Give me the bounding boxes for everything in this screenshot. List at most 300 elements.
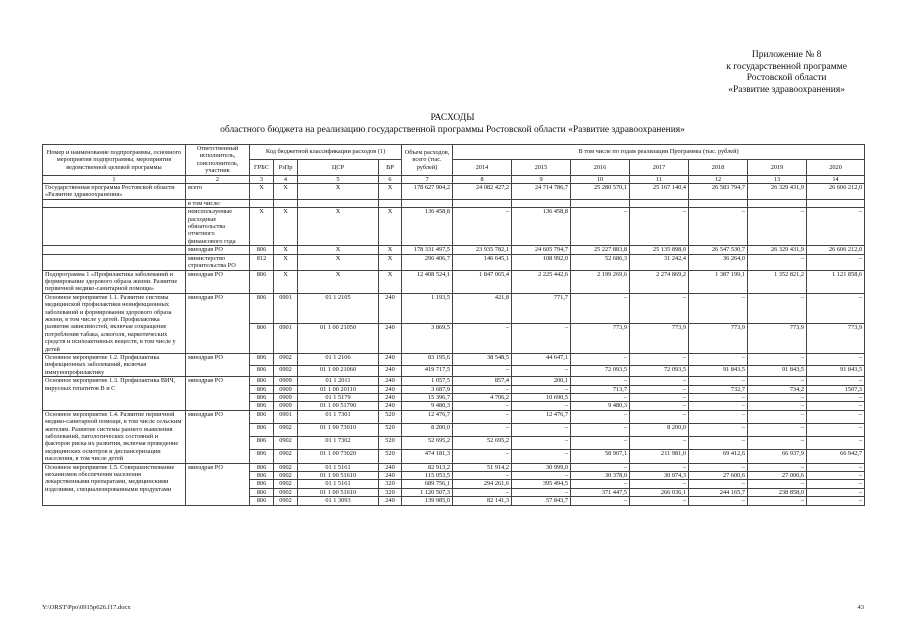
year-value-cell: – [571,208,630,246]
vr-cell: 240 [379,353,402,365]
row-name-cell: Государственная программа Ростовской области «Развитие здравоохранения» [43,184,186,200]
year-value-cell: – [689,293,748,323]
total-cell: 8 200,0 [402,424,453,437]
year-value-cell [689,199,748,207]
total-cell: 52 695,2 [402,437,453,450]
total-cell: 3 687,9 [402,385,453,393]
grbs-cell: 806 [250,424,274,437]
row-name-cell: Основное мероприятие 1.2. Профилактика инфекционных заболеваний, включая иммунопрофилактику [43,353,186,376]
csr-cell: X [298,208,379,246]
year-value-cell: – [571,463,630,471]
year-value-cell: 371 447,5 [571,488,630,496]
year-value-cell: 30 074,3 [630,472,689,480]
year-value-cell: 2 225 442,6 [512,270,571,293]
rzpr-cell: 0901 [274,293,298,323]
total-cell: 296 406,7 [402,254,453,270]
total-cell: 1 120 507,3 [402,488,453,496]
rzpr-cell: 0902 [274,488,298,496]
year-value-cell: – [689,497,748,505]
year-value-cell: – [453,410,512,423]
year-value-cell: 72 093,5 [571,365,630,377]
csr-cell: 01 1 5179 [298,394,379,402]
year-value-cell: – [571,377,630,385]
grbs-cell: 806 [250,480,274,488]
year-value-cell: – [571,394,630,402]
row-responsible-cell: минздрав РО [186,293,250,353]
year-value-cell: 771,7 [512,293,571,323]
vr-cell: 320 [379,488,402,496]
appendix-line: Приложение № 8 [751,50,822,60]
total-cell: 1 193,5 [402,293,453,323]
year-value-cell: – [453,424,512,437]
grbs-cell: 806 [250,402,274,410]
vr-cell: 520 [379,410,402,423]
column-numbers-row [43,175,865,183]
year-value-cell: 31 242,4 [630,254,689,270]
year-value-cell: 1 352 821,2 [748,270,807,293]
year-value-cell: – [807,424,865,437]
year-value-cell: – [630,208,689,246]
year-value-cell: 38 548,5 [453,353,512,365]
header-year: 2019 [748,160,807,175]
header-year: 2016 [571,160,630,175]
year-value-cell: – [689,410,748,423]
rzpr-cell: X [274,254,298,270]
csr-cell [298,199,379,207]
grbs-cell: 806 [250,463,274,471]
grbs-cell: 806 [250,472,274,480]
appendix-line: к государственной программе [726,61,847,72]
csr-cell: 01 1 7301 [298,410,379,423]
column-number: 10 [571,175,630,183]
vr-cell [379,199,402,207]
total-cell: 115 053,5 [402,472,453,480]
table-row [43,199,865,207]
year-value-cell: 26 329 431,9 [748,184,807,200]
year-value-cell: 773,9 [630,323,689,353]
rzpr-cell: X [274,246,298,254]
year-value-cell: – [689,394,748,402]
total-cell: 12 476,7 [402,410,453,423]
vr-cell: 240 [379,497,402,505]
year-value-cell [630,199,689,207]
total-cell: 3 869,5 [402,323,453,353]
year-value-cell: 66 937,9 [748,450,807,463]
vr-cell: X [379,270,402,293]
csr-cell: 01 1 00 51610 [298,472,379,480]
year-value-cell: 82 141,3 [453,497,512,505]
year-value-cell: – [689,437,748,450]
appendix-line: Ростовской области [746,73,827,83]
vr-cell: X [379,208,402,246]
year-value-cell: – [807,480,865,488]
year-value-cell: – [630,385,689,393]
rzpr-cell: X [274,184,298,200]
year-value-cell: 146 645,1 [453,254,512,270]
row-name-cell: Основное мероприятие 1.4. Развитие первичной медико-санитарной помощи, в том числе сельским жителям. Развитие системы раннего выявления заболеваний, патологических состояний и факторов риска их развития, включая проведение медицинских осмотров и диспансеризации населения, в том числе детей [43,410,186,463]
year-value-cell: 1 121 858,6 [807,270,865,293]
rzpr-cell: 0902 [274,463,298,471]
year-value-cell: 294 261,6 [453,480,512,488]
year-value-cell: – [512,437,571,450]
year-value-cell: – [630,463,689,471]
row-name-cell [43,254,186,270]
year-value-cell: 713,7 [571,385,630,393]
year-value-cell: – [512,365,571,377]
column-number: 13 [748,175,807,183]
year-value-cell: 30 999,0 [512,463,571,471]
total-cell: 9 480,3 [402,402,453,410]
year-value-cell: 24 605 794,7 [512,246,571,254]
grbs-cell: 806 [250,437,274,450]
year-value-cell: 26 606 212,0 [807,246,865,254]
year-value-cell: – [630,410,689,423]
row-responsible-cell: всего [186,184,250,200]
vr-cell: 240 [379,293,402,323]
year-value-cell: – [571,353,630,365]
file-path: Y:\ORST\Ppo\0915p626.f17.docx [42,604,131,611]
header-year: 2015 [512,160,571,175]
year-value-cell: – [630,497,689,505]
row-responsible-cell: минздрав РО [186,353,250,376]
year-value-cell: – [807,394,865,402]
year-value-cell: 734,2 [748,385,807,393]
year-value-cell: 25 280 570,1 [571,184,630,200]
year-value-cell: – [748,410,807,423]
year-value-cell: – [807,208,865,246]
grbs-cell: 806 [250,497,274,505]
row-responsible-cell: неиспользуемые расходные обязательства отчетного финансового года [186,208,250,246]
year-value-cell: – [571,410,630,423]
rzpr-cell: 0909 [274,394,298,402]
column-number: 7 [402,175,453,183]
year-value-cell: – [748,402,807,410]
csr-cell: 01 1 00 51790 [298,402,379,410]
grbs-cell: 806 [250,394,274,402]
rzpr-cell: 0902 [274,365,298,377]
year-value-cell: 26 329 431,9 [748,246,807,254]
title-line: РАСХОДЫ [430,113,475,123]
year-value-cell: 91 843,5 [807,365,865,377]
year-value-cell: – [748,424,807,437]
year-value-cell: 23 935 782,1 [453,246,512,254]
year-value-cell: 69 412,6 [689,450,748,463]
vr-cell: 320 [379,480,402,488]
year-value-cell: – [689,424,748,437]
year-value-cell: – [807,463,865,471]
year-value-cell: – [453,365,512,377]
csr-cell: X [298,270,379,293]
table-row [43,353,865,365]
rzpr-cell: 0902 [274,437,298,450]
year-value-cell: 8 200,0 [630,424,689,437]
year-value-cell: – [689,463,748,471]
header-csr: ЦСР [298,160,379,175]
year-value-cell: 26 606 212,0 [807,184,865,200]
year-value-cell: 25 135 898,0 [630,246,689,254]
rzpr-cell: X [274,270,298,293]
csr-cell: 01 1 00 21050 [298,323,379,353]
row-name-cell: Основное мероприятие 1.5. Совершенствование механизмов обеспечения населения лекарственными препаратами, медицинскими изделиями, специализированными продуктами [43,463,186,505]
header-codes-group: Код бюджетной классификации расходов (1) [250,145,402,160]
row-responsible-cell: минздрав РО [186,463,250,505]
year-value-cell: – [512,450,571,463]
year-value-cell: 36 264,0 [689,254,748,270]
year-value-cell: – [748,293,807,323]
year-value-cell: – [748,497,807,505]
total-cell: 178 627 904,2 [402,184,453,200]
csr-cell: 01 1 2106 [298,353,379,365]
csr-cell: 01 1 3093 [298,497,379,505]
year-value-cell: – [453,488,512,496]
year-value-cell: – [748,353,807,365]
year-value-cell: 26 547 530,7 [689,246,748,254]
year-value-cell [453,199,512,207]
total-cell: 136 458,8 [402,208,453,246]
row-name-cell: Основное мероприятие 1.3. Профилактика ВИЧ, вирусных гепатитов В и С [43,377,186,411]
year-value-cell: – [748,208,807,246]
row-responsible-cell: в том числе: [186,199,250,207]
vr-cell: X [379,184,402,200]
csr-cell: X [298,184,379,200]
rzpr-cell: 0902 [274,450,298,463]
rzpr-cell: 0909 [274,385,298,393]
csr-cell: 01 1 00 21060 [298,365,379,377]
year-value-cell: – [748,437,807,450]
year-value-cell: 108 992,0 [512,254,571,270]
page-number: 43 [857,604,864,611]
column-number: 12 [689,175,748,183]
year-value-cell: 2 199 269,6 [571,270,630,293]
grbs-cell: 812 [250,254,274,270]
year-value-cell: – [571,480,630,488]
year-value-cell: – [748,480,807,488]
vr-cell: 240 [379,377,402,385]
year-value-cell: – [807,293,865,323]
column-number: 14 [807,175,865,183]
year-value-cell: 773,9 [689,323,748,353]
rzpr-cell: 0902 [274,353,298,365]
year-value-cell: – [689,377,748,385]
year-value-cell: – [571,424,630,437]
year-value-cell: 52 686,3 [571,254,630,270]
document-title [0,113,905,136]
rzpr-cell: 0901 [274,410,298,423]
year-value-cell: 66 942,7 [807,450,865,463]
header-responsible: Ответственный исполнитель, соисполнитель, участник [186,145,250,176]
year-value-cell: 10 690,5 [512,394,571,402]
column-number: 2 [186,175,250,183]
csr-cell: 01 1 00 73010 [298,424,379,437]
row-name-cell: Основное мероприятие 1.1. Развитие системы медицинской профилактики неинфекционных заболеваний и формирования здорового образа жизни, в том числе у детей. Профилактика развития зависимостей, включая сокращение потребления табака, алкоголя, наркотических средств и психоактивных веществ, в том числе у детей [43,293,186,353]
year-value-cell: 44 647,1 [512,353,571,365]
year-value-cell: 27 000,6 [748,472,807,480]
year-value-cell: 72 093,5 [630,365,689,377]
total-cell: 82 913,2 [402,463,453,471]
csr-cell: 01 1 00 20110 [298,385,379,393]
header-grbs: ГРБС [250,160,274,175]
csr-cell: 01 1 5161 [298,463,379,471]
year-value-cell [512,199,571,207]
table-row [43,410,865,423]
grbs-cell: 806 [250,377,274,385]
header-years-group: В том числе по годам реализации Программы (тыс. рублей) [453,145,865,160]
vr-cell: 240 [379,394,402,402]
year-value-cell: 1507,3 [807,385,865,393]
csr-cell: 01 1 00 51610 [298,488,379,496]
year-value-cell: – [453,323,512,353]
year-value-cell: – [453,208,512,246]
grbs-cell: 806 [250,293,274,323]
grbs-cell: 806 [250,488,274,496]
year-value-cell: 30 378,0 [571,472,630,480]
csr-cell: X [298,254,379,270]
year-value-cell: 2 274 869,2 [630,270,689,293]
year-value-cell: – [807,410,865,423]
rzpr-cell: 0902 [274,480,298,488]
year-value-cell: – [630,437,689,450]
grbs-cell [250,199,274,207]
year-value-cell: 1 387 199,1 [689,270,748,293]
total-cell [402,199,453,207]
column-number: 6 [379,175,402,183]
column-number: 5 [298,175,379,183]
vr-cell: 240 [379,402,402,410]
vr-cell: 520 [379,450,402,463]
year-value-cell: – [689,353,748,365]
vr-cell: 520 [379,424,402,437]
csr-cell: 01 1 2011 [298,377,379,385]
year-value-cell: 26 583 794,7 [689,184,748,200]
year-value-cell: – [689,402,748,410]
rzpr-cell: 0909 [274,377,298,385]
rzpr-cell: 0901 [274,323,298,353]
vr-cell: 240 [379,365,402,377]
table-row [43,254,865,270]
year-value-cell: – [512,424,571,437]
row-name-cell [43,208,186,246]
header-year: 2018 [689,160,748,175]
total-cell: 12 408 524,1 [402,270,453,293]
year-value-cell: 732,7 [689,385,748,393]
table-body [43,184,865,506]
rzpr-cell: 0909 [274,402,298,410]
year-value-cell: – [748,394,807,402]
year-value-cell: – [453,385,512,393]
year-value-cell: – [807,353,865,365]
header-year: 2020 [807,160,865,175]
header-year: 2014 [453,160,512,175]
total-cell: 139 985,0 [402,497,453,505]
year-value-cell: 91 843,5 [689,365,748,377]
column-number: 9 [512,175,571,183]
grbs-cell: X [250,208,274,246]
row-responsible-cell: минздрав РО [186,410,250,463]
year-value-cell [748,199,807,207]
year-value-cell: – [748,254,807,270]
header-vr: ВР [379,160,402,175]
grbs-cell: X [250,184,274,200]
title-line: областного бюджета на реализацию государственной программы Ростовской области «Развитие здравоохранения» [220,124,685,135]
year-value-cell: – [807,402,865,410]
year-value-cell: – [748,377,807,385]
table-row [43,377,865,385]
column-number: 8 [453,175,512,183]
year-value-cell: – [512,323,571,353]
header-rzpr: РзПр [274,160,298,175]
total-cell: 15 396,7 [402,394,453,402]
total-cell: 1 057,5 [402,377,453,385]
year-value-cell: 51 914,2 [453,463,512,471]
year-value-cell: 266 036,1 [630,488,689,496]
vr-cell: 240 [379,323,402,353]
year-value-cell: 9 480,3 [571,402,630,410]
vr-cell: 240 [379,463,402,471]
table-row [43,208,865,246]
row-responsible-cell: минздрав РО [186,377,250,411]
rzpr-cell: 0902 [274,424,298,437]
grbs-cell: 806 [250,365,274,377]
grbs-cell: 806 [250,410,274,423]
year-value-cell: 136 458,8 [512,208,571,246]
year-value-cell: – [689,208,748,246]
vr-cell: 240 [379,385,402,393]
grbs-cell: 806 [250,323,274,353]
year-value-cell: 25 227 883,8 [571,246,630,254]
rzpr-cell: 0902 [274,472,298,480]
year-value-cell: 244 165,7 [689,488,748,496]
year-value-cell: – [689,480,748,488]
appendix-line: «Развитие здравоохранения» [728,84,845,95]
year-value-cell: 211 981,0 [630,450,689,463]
year-value-cell: 4 706,2 [453,394,512,402]
year-value-cell: – [630,394,689,402]
year-value-cell: 24 714 786,7 [512,184,571,200]
csr-cell: 01 1 5161 [298,480,379,488]
year-value-cell: – [512,488,571,496]
year-value-cell: – [512,402,571,410]
year-value-cell: – [807,488,865,496]
year-value-cell: – [807,254,865,270]
appendix-block [726,50,847,96]
table-row [43,270,865,293]
year-value-cell: 57 843,7 [512,497,571,505]
total-cell: 83 195,6 [402,353,453,365]
vr-cell: 520 [379,437,402,450]
year-value-cell: – [807,377,865,385]
table-row [43,293,865,323]
year-value-cell: 773,9 [748,323,807,353]
year-value-cell: 1 847 065,4 [453,270,512,293]
row-name-cell [43,246,186,254]
csr-cell: 01 1 2105 [298,293,379,323]
year-value-cell: – [630,293,689,323]
year-value-cell: – [571,293,630,323]
total-cell: 419 717,5 [402,365,453,377]
year-value-cell: 52 695,2 [453,437,512,450]
year-value-cell: 421,8 [453,293,512,323]
header-year: 2017 [630,160,689,175]
vr-cell: X [379,254,402,270]
year-value-cell: – [748,463,807,471]
expenses-table [42,144,865,506]
rzpr-cell: X [274,208,298,246]
year-value-cell: – [512,472,571,480]
year-value-cell: 25 167 140,4 [630,184,689,200]
header-name: Номер и наименование подпрограммы, основного мероприятия подпрограммы, мероприятия ведомственной целевой программы [43,145,186,176]
year-value-cell: 200,1 [512,377,571,385]
total-cell: 689 756,1 [402,480,453,488]
